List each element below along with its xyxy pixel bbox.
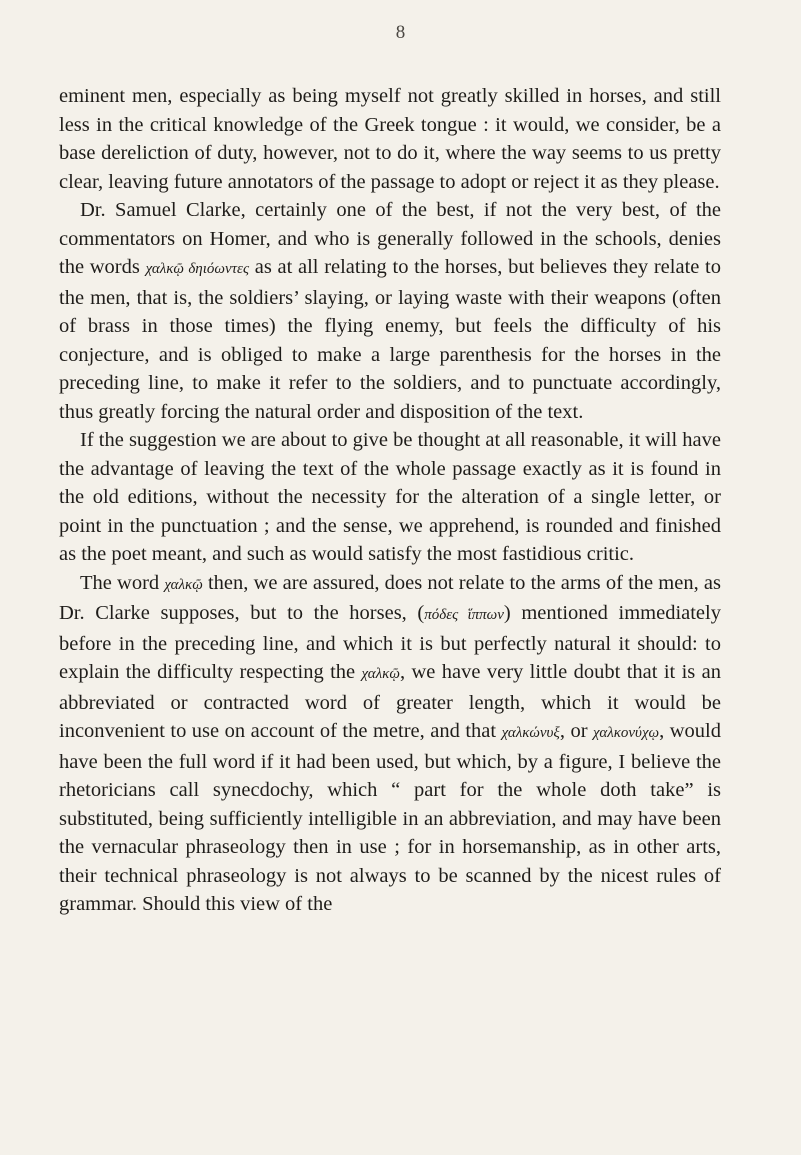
text-segment: ) mentioned immediately before in the preceding line, and which it is but perfectly natural it should: to explain the difficulty respecting the xyxy=(59,602,721,683)
greek-word: χαλκῷ xyxy=(164,576,203,593)
body-text xyxy=(59,82,721,919)
text-segment: , or xyxy=(559,720,594,742)
text-segment: eminent men, especially as being myself not greatly skilled in horses, and still less in the critical knowledge of the Greek tongue : it would, we consider, be a base dereliction of duty, however, not to do it, where the way seems to us pretty clear, leaving future annotators of the passage to adopt or reject it as they please. xyxy=(59,85,721,193)
paragraph xyxy=(59,426,721,569)
greek-word: χαλκονύχῳ xyxy=(593,725,660,741)
text-segment: then, we are assured, does not relate to the arms of the men, as Dr. Clarke supposes, but to the horses, ( xyxy=(59,571,721,624)
paragraph xyxy=(59,82,721,196)
page-number: 8 xyxy=(395,22,406,43)
greek-word: χαλκῷ xyxy=(361,666,400,682)
paragraph xyxy=(59,196,721,426)
text-segment: , we have very little doubt that it is an abbreviated or contracted word of greater length, which it would be inconvenient to use on account of the metre, and that xyxy=(59,661,722,742)
text-segment: The word xyxy=(80,571,165,594)
text-segment: , would have been the full word if it had been used, but which, by a figure, I believe the rhetoricians call synecdochy, which “ part for the whole doth take” is substituted, being sufficiently intelligible in an abbreviation, and may have been the vernacular phraseology then in use ; for in horsemanship, as in other arts, their technical phraseology is not always to be scanned by the nicest rules of grammar. Should this view of the xyxy=(59,720,722,915)
text-segment: Dr. Samuel Clarke, certainly one of the best, if not the very best, of the commentators on Homer, and who is generally followed in the schools, denies the words xyxy=(59,199,721,278)
text-segment: If the suggestion we are about to give be thought at all reasonable, it will have the advantage of leaving the text of the whole passage exactly as it is found in the old editions, without the necessity for the alteration of a single letter, or point in the punctuation ; and the sense, we apprehend, is rounded and finished as the poet meant, and such as would satisfy the most fastidious critic. xyxy=(59,429,722,565)
greek-word: χαλκῷ δηιόωντες xyxy=(145,261,250,277)
text-segment: as at all relating to the horses, but believes they relate to the men, that is, the soldiers’ slaying, or laying waste with their weapons (often of brass in those times) the flying enemy, but feels the difficulty of his conjecture, and is obliged to make a large parenthesis for the horses in the preceding line, to make it refer to the soldiers, and to punctuate accordingly, thus greatly forcing the natural order and disposition of the text. xyxy=(59,256,722,423)
greek-word: πόδες ἵππων xyxy=(424,607,504,623)
paragraph xyxy=(59,569,721,919)
greek-word: χαλκώνυξ xyxy=(501,725,560,741)
